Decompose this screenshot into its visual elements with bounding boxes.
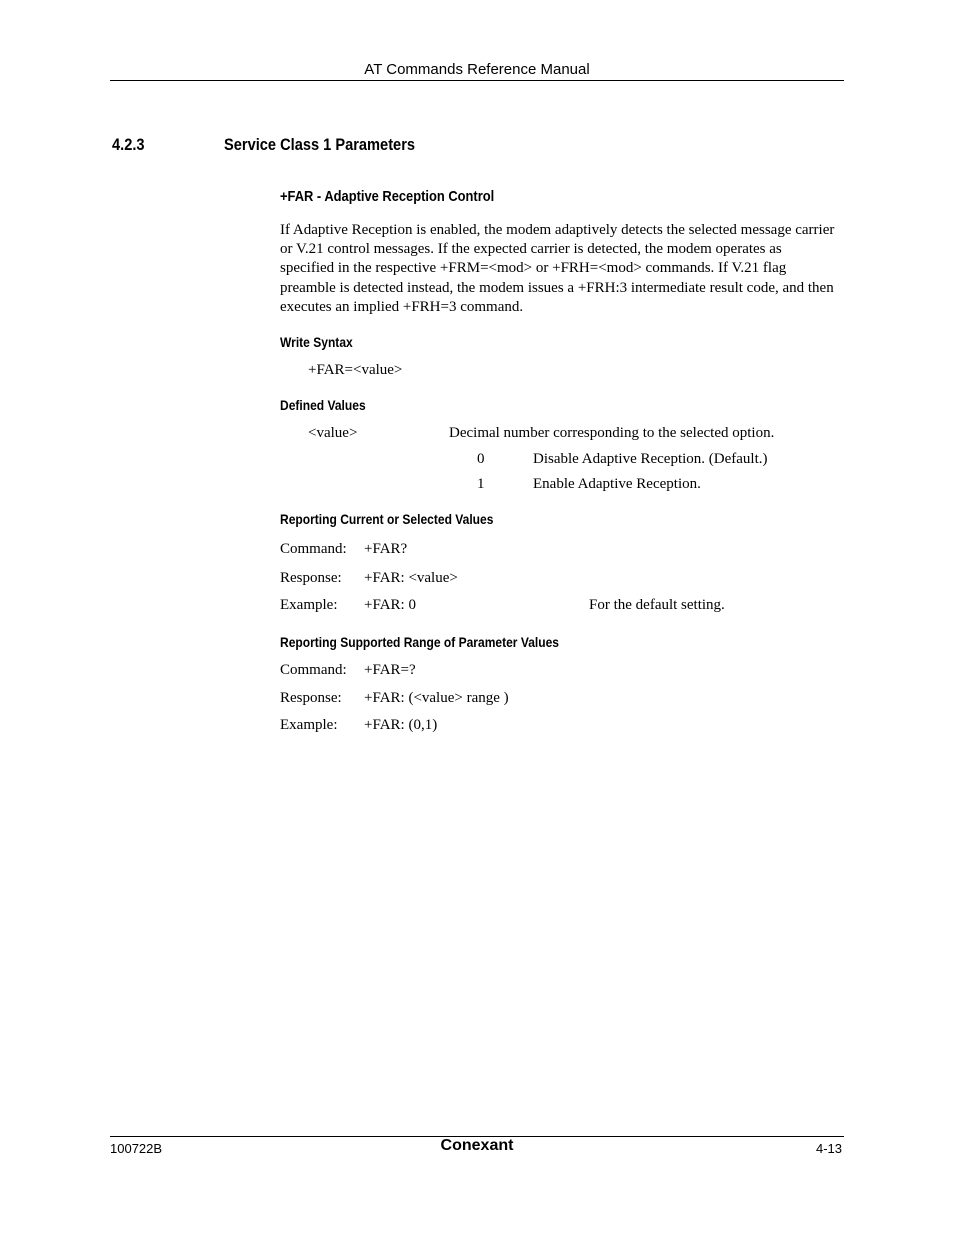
current-response-label: Response: [280, 570, 342, 586]
range-response-value: +FAR: (<value> range ) [364, 690, 509, 706]
command-title: +FAR - Adaptive Reception Control [280, 188, 495, 205]
option-value: 1 [477, 476, 485, 492]
current-command-value: +FAR? [364, 541, 408, 557]
company-name: Conexant [440, 1137, 514, 1154]
current-example-value: +FAR: 0 [364, 597, 416, 613]
defined-values-param-desc: Decimal number corresponding to the selected option. [449, 425, 775, 441]
reporting-current-heading: Reporting Current or Selected Values [280, 511, 494, 527]
option-description: Disable Adaptive Reception. (Default.) [533, 451, 768, 467]
command-description: If Adaptive Reception is enabled, the modem adaptively detects the selected message carrier or V.21 control messages. If the expected carrier is detected, the modem operates as specified in the respective +FRM=<mod> or +FRH=<mod> commands. If V.21 flag preamble is detected instead, the modem issues a +FRH:3 intermediate result code, and then executes an implied +FRH=3 command. [280, 222, 835, 315]
range-example-value: +FAR: (0,1) [364, 717, 438, 733]
reporting-range-heading: Reporting Supported Range of Parameter Values [280, 634, 559, 650]
range-command-value: +FAR=? [364, 662, 416, 678]
current-example-label: Example: [280, 597, 338, 613]
range-example-label: Example: [280, 717, 338, 733]
defined-values-param: <value> [308, 425, 358, 441]
current-example-note: For the default setting. [589, 597, 725, 613]
option-value: 0 [477, 451, 485, 467]
section-number: 4.2.3 [112, 135, 145, 154]
current-response-value: +FAR: <value> [364, 570, 458, 586]
defined-values-heading: Defined Values [280, 397, 366, 413]
page-number: 4-13 [815, 1141, 842, 1156]
document-number: 100722B [110, 1141, 163, 1156]
header-rule [110, 80, 844, 81]
section-title: Service Class 1 Parameters [224, 135, 416, 154]
range-command-label: Command: [280, 662, 347, 678]
range-response-label: Response: [280, 690, 342, 706]
running-header-title: AT Commands Reference Manual [364, 61, 590, 78]
write-syntax-heading: Write Syntax [280, 334, 353, 350]
write-syntax-value: +FAR=<value> [308, 362, 403, 378]
current-command-label: Command: [280, 541, 347, 557]
option-description: Enable Adaptive Reception. [533, 476, 701, 492]
